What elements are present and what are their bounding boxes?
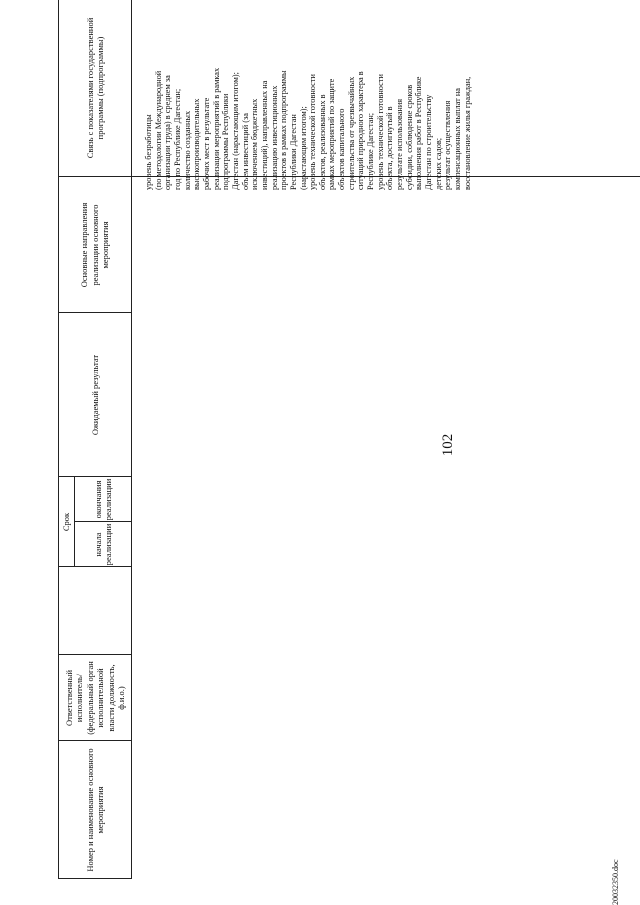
column-divider-6 xyxy=(58,176,131,177)
indicator-line: реализацию инвестиционных xyxy=(269,85,279,190)
term-subheader-border xyxy=(74,477,75,567)
document-code: 20032350.doc xyxy=(611,859,620,905)
page-number: 102 xyxy=(440,433,456,457)
indicator-line: исключением бюджетных xyxy=(250,98,260,190)
indicator-line: рабочих мест в результате xyxy=(201,97,211,190)
header-bottom-border xyxy=(131,0,132,879)
indicator-line: объем инвестиций (за xyxy=(240,113,250,190)
table-top-border xyxy=(58,0,59,879)
indicator-line: (нарастающим итогом); xyxy=(298,106,308,190)
term-sub-divider xyxy=(74,521,131,522)
indicator-line: инвестиций), направленных на xyxy=(259,80,269,190)
indicator-line: Республике Дагестан; xyxy=(366,112,376,190)
indicator-line: уровень безработицы xyxy=(144,114,153,190)
column-divider-5 xyxy=(58,312,131,313)
indicator-line: результат осуществления xyxy=(443,100,453,190)
column-divider-1 xyxy=(58,740,131,741)
indicator-line: Республики Дагестан xyxy=(288,114,298,190)
table-left-border xyxy=(58,878,131,879)
header-term: Срок xyxy=(61,512,72,532)
indicator-line: организации труда) в среднем за xyxy=(163,75,173,190)
indicator-line: компенсационных выплат на xyxy=(453,88,462,190)
indicator-line: количество созданных xyxy=(182,110,192,190)
header-expected-result: Ожидаемый результат xyxy=(89,354,100,436)
column-divider-2 xyxy=(58,654,131,655)
header-number-and-name: Номер и наименование основного мероприятия xyxy=(84,748,105,872)
indicator-line: детских садов; xyxy=(433,137,443,190)
indicator-line: Дагестан по строительству xyxy=(424,94,434,190)
indicator-line: строительства от чрезвычайных xyxy=(346,76,356,190)
indicator-line: ситуаций природного характера в xyxy=(356,71,366,190)
header-responsible: Ответственный исполнитель/ (федеральный орган исполнительной власти должность, ф.и.о.) xyxy=(63,661,126,735)
indicator-line: выполнения работ в Республике xyxy=(414,76,424,190)
indicator-line: уровень технической готовности xyxy=(308,74,318,190)
indicator-line: объектов, реализованных в xyxy=(317,94,327,190)
indicator-line: восстановление жилья граждан, xyxy=(462,76,472,190)
indicator-line: рамках мероприятий по защите xyxy=(327,78,337,190)
indicator-line: уровень технической готовности xyxy=(375,74,385,190)
indicator-line: подпрограммы Республики xyxy=(221,93,231,190)
indicator-line: (по методологии Международной xyxy=(153,70,163,190)
indicator-line: проектов в рамках подпрограммы xyxy=(279,70,289,190)
indicator-line: объектов капитального xyxy=(337,108,347,190)
header-program-link: Связь с показателями государственной программы (подпрограммы) xyxy=(84,17,105,159)
indicator-line: результате использования xyxy=(395,98,405,190)
indicator-line: Дагестан (нарастающим итогом); xyxy=(230,72,240,190)
indicator-line: год по Республике Дагестан; xyxy=(172,88,182,190)
header-main-directions: Основные направления реализации основного мероприятия xyxy=(79,202,111,288)
indicator-line: объекта, достигнутый в xyxy=(385,106,395,190)
indicator-line: субсидии, соблюдение сроков xyxy=(404,84,414,190)
indicator-line: высокопроизводительных xyxy=(192,98,202,190)
indicator-line: реализации мероприятий в рамках xyxy=(211,67,221,190)
program-indicators-text xyxy=(144,5,472,190)
header-term-start: начала реализации xyxy=(92,523,113,566)
header-term-end: окончания реализации xyxy=(92,478,113,521)
